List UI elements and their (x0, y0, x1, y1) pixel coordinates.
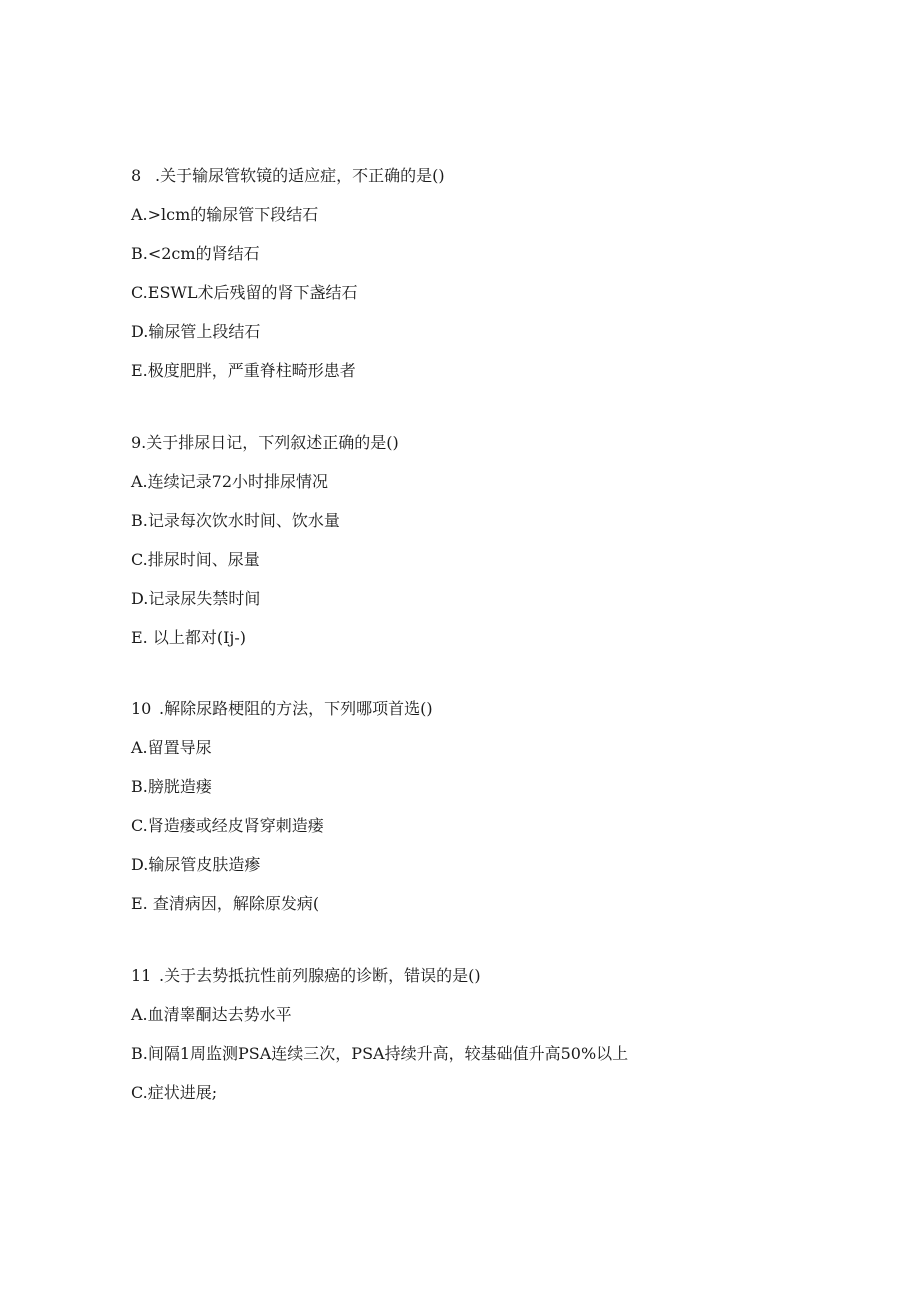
question-text: .关于输尿管软镜的适应症，不正确的是() (155, 166, 445, 185)
question-9-option-e: E. 以上都对(Ij-) (131, 628, 247, 647)
question-9-option-a: A.连续记录72小时排尿情况 (131, 472, 329, 491)
question-11-option-c: C.症状进展; (131, 1083, 218, 1102)
question-text: 关于排尿日记，下列叙述正确的是() (146, 433, 399, 452)
question-11-option-a: A.血清睾酮达去势水平 (131, 1005, 292, 1024)
question-10-option-b: B.膀胱造瘘 (131, 777, 212, 796)
question-10-option-d: D.输尿管皮肤造瘆 (131, 855, 261, 874)
question-8-option-d: D.输尿管上段结石 (131, 322, 261, 341)
question-number: 11 (131, 966, 152, 985)
question-10-stem (131, 699, 433, 719)
question-8-option-b: B.<2cm的肾结石 (131, 244, 260, 263)
question-number: 10 (131, 699, 152, 718)
question-9-stem (131, 433, 399, 453)
question-9-option-d: D.记录尿失禁时间 (131, 589, 261, 608)
question-11-option-b: B.间隔1周监测PSA连续三次，PSA持续升高，较基础值升高50%以上 (131, 1044, 629, 1063)
question-9-option-c: C.排尿时间、尿量 (131, 550, 260, 569)
question-11-stem (131, 966, 481, 986)
question-9-option-b: B.记录每次饮水时间、饮水量 (131, 511, 340, 530)
question-8-stem (131, 166, 445, 186)
question-text: .解除尿路梗阻的方法，下列哪项首选() (159, 699, 433, 718)
question-text: .关于去势抵抗性前列腺癌的诊断，错误的是() (159, 966, 481, 985)
question-8-option-e: E.极度肥胖，严重脊柱畸形患者 (131, 361, 356, 380)
question-number: 9. (131, 433, 147, 452)
question-8-option-c: C.ESWL术后残留的肾下盏结石 (131, 283, 358, 302)
question-10-option-c: C.肾造瘘或经皮肾穿刺造瘘 (131, 816, 324, 835)
question-10-option-e: E. 查清病因，解除原发病( (131, 894, 320, 913)
question-8-option-a: A.>lcm的输尿管下段结石 (131, 205, 319, 224)
question-number: 8 (131, 166, 142, 185)
question-10-option-a: A.留置导尿 (131, 738, 212, 757)
